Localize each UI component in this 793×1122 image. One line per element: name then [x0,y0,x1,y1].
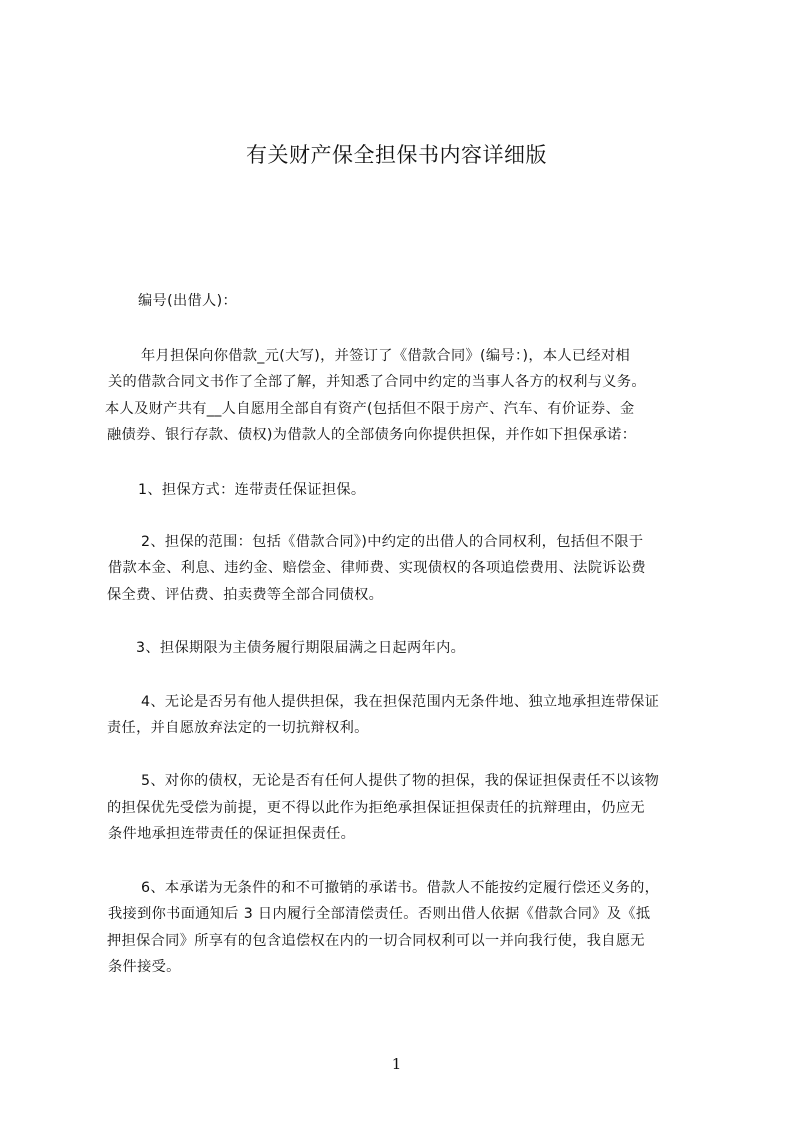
item-4-line-1: 4、无论是否另有他人提供担保，我在担保范围内无条件地、独立地承担连带保证 [141,694,660,710]
item-6-line-1: 6、本承诺为无条件的和不可撤销的承诺书。借款人不能按约定履行偿还义务的， [141,880,660,896]
item-5-line-3: 条件地承担连带责任的保证担保责任。 [108,826,356,842]
item-6-line-4: 条件接受。 [108,959,181,975]
intro-line-3: 本人及财产共有__人自愿用全部自有资产(包括但不限于房产、汽车、有价证券、金 [105,401,635,417]
item-2-line-2: 借款本金、利息、违约金、赔偿金、律师费、实现债权的各项追偿费用、法院诉讼费 [108,560,646,576]
page-number: 1 [391,1055,402,1073]
page-title: 有关财产保全担保书内容详细版 [246,143,547,167]
item-2-line-1: 2、担保的范围：包括《借款合同》)中约定的出借人的合同权利，包括但不限于 [141,534,644,550]
item-6-line-3: 押担保合同》所享有的包含追偿权在内的一切合同权利可以一并向我行使，我自愿无 [107,933,645,949]
item-5-line-1: 5、对你的债权，无论是否有任何人提供了物的担保，我的保证担保责任不以该物 [141,773,660,789]
intro-line-2: 关的借款合同文书作了全部了解，并知悉了合同中约定的当事人各方的权利与义务。 [108,374,646,390]
code-line: 编号(出借人)： [138,293,237,309]
item-4-line-2: 责任，并自愿放弃法定的一切抗辩权利。 [107,720,369,736]
item-5-line-2: 的担保优先受偿为前提，更不得以此作为拒绝承担保证担保责任的抗辩理由，仍应无 [107,800,645,816]
item-2-line-3: 保全费、评估费、拍卖费等全部合同债权。 [107,587,384,603]
intro-line-1: 年月担保向你借款_元(大写)，并签订了《借款合同》(编号：)，本人已经对相 [141,348,631,364]
intro-line-4: 融债券、银行存款、债权)为借款人的全部债务向你提供担保，并作如下担保承诺： [107,427,637,443]
item-1-line-1: 1、担保方式：连带责任保证担保。 [138,482,366,498]
item-6-line-2: 我接到你书面通知后 3 日内履行全部清偿责任。否则出借人依据《借款合同》及《抵 [108,906,651,922]
item-3-line-1: 3、担保期限为主债务履行期限届满之日起两年内。 [136,640,466,656]
